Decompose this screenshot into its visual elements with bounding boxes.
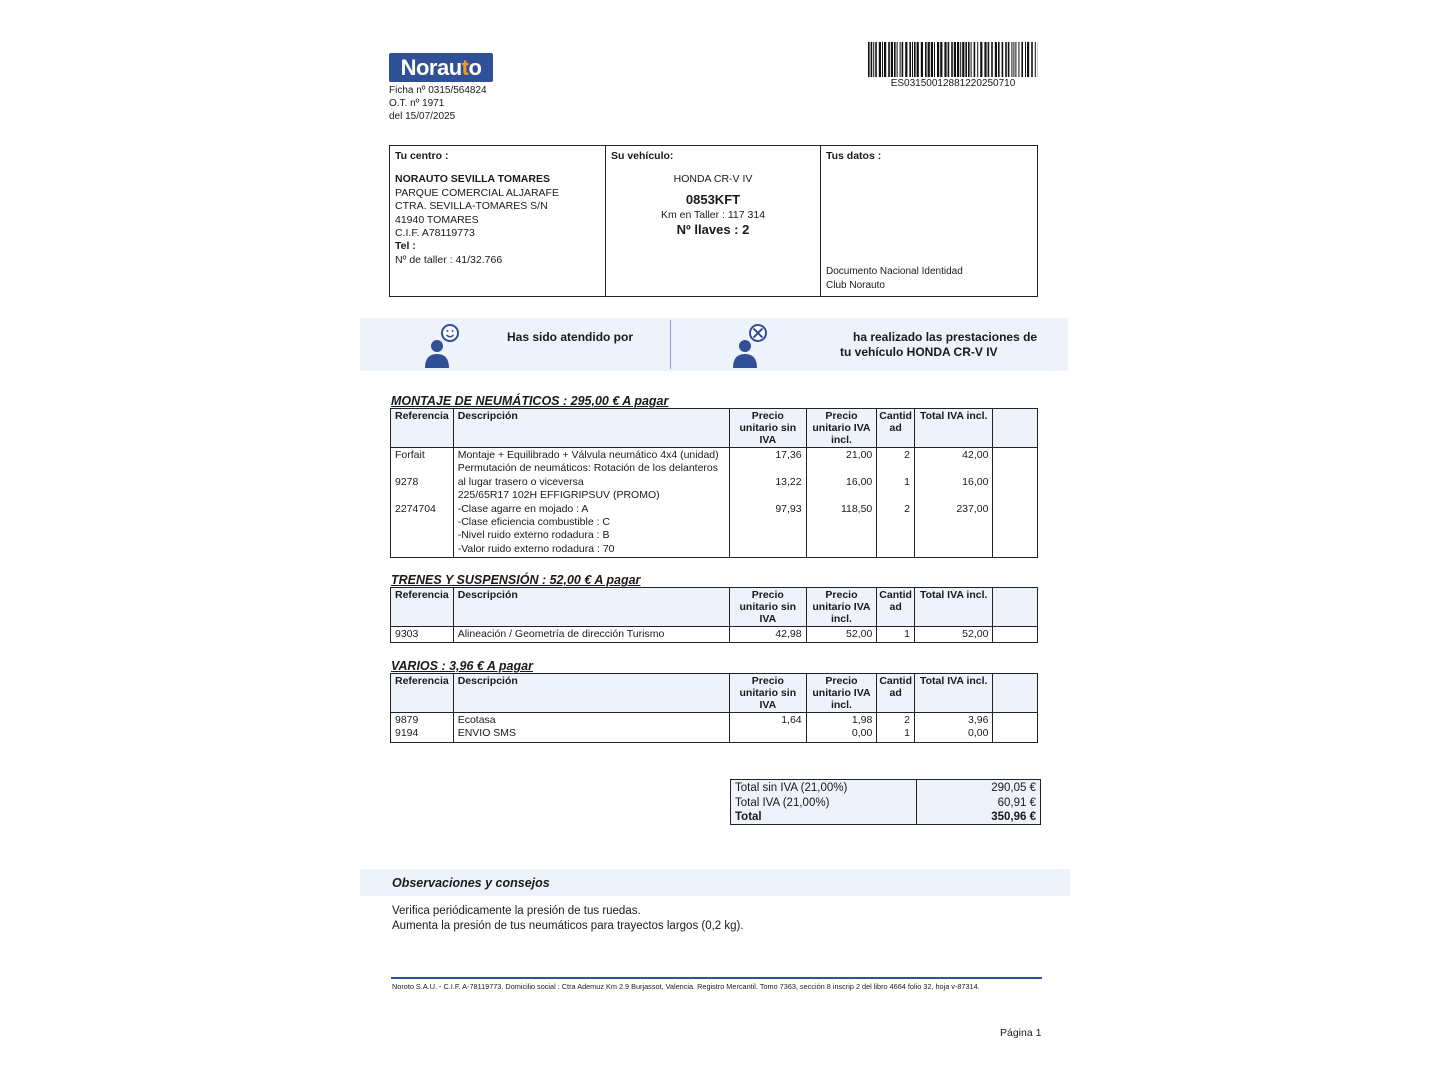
- centro-cif: C.I.F. A78119773: [395, 227, 475, 240]
- totals-box: [730, 779, 1041, 825]
- column-header-total: Total IVA incl.: [914, 409, 992, 448]
- column-header-pu_incl: Precio unitario IVA incl.: [806, 674, 877, 713]
- datos-dni: Documento Nacional Identidad: [826, 266, 963, 277]
- centro-heading: Tu centro :: [395, 150, 449, 162]
- row-cant: 1: [904, 475, 910, 488]
- centro-column: [390, 146, 606, 296]
- row-total: 237,00: [956, 502, 989, 515]
- column-header-total: Total IVA incl.: [914, 588, 992, 627]
- cell-blank: [993, 627, 1038, 643]
- cell-ref: [391, 448, 454, 558]
- row-desc: Ecotasa: [457, 714, 496, 726]
- section-title-varios: VARIOS : 3,96 € A pagar: [391, 659, 533, 673]
- document-date: del 15/07/2025: [389, 111, 456, 122]
- cell-total: [914, 627, 992, 643]
- cell-blank: [993, 713, 1038, 743]
- column-header-blank: [993, 588, 1038, 627]
- row-pu_incl: 16,00: [846, 475, 873, 488]
- items-table-varios: [390, 673, 1038, 743]
- row-pu_sin: 42,98: [775, 628, 802, 640]
- attended-by-text: Has sido atendido por: [507, 330, 634, 344]
- attended-banner: [360, 318, 1068, 371]
- cell-ref: [391, 713, 454, 743]
- cell-blank: [993, 448, 1038, 558]
- table-row: [391, 713, 1038, 743]
- row-desc: Permutación de neumáticos: Rotación de los delanteros al lugar trasero o viceversa: [457, 462, 719, 488]
- cell-desc: [453, 627, 729, 643]
- row-total: 3,96: [967, 714, 989, 726]
- barcode-icon: [868, 42, 1038, 77]
- column-header-total: Total IVA incl.: [915, 674, 993, 713]
- cell-cant: [877, 448, 915, 558]
- row-pu_sin: [734, 727, 802, 740]
- column-header-ref: Referencia: [391, 409, 454, 448]
- row-total: 52,00: [962, 628, 989, 640]
- table-row: [391, 448, 1038, 558]
- row-pu_incl: 21,00: [846, 449, 873, 461]
- column-header-cant: Cantidad: [877, 588, 915, 627]
- cell-cant: [877, 627, 915, 643]
- cell-cant: [877, 713, 915, 743]
- row-cant: 1: [904, 727, 911, 740]
- table-header-row: [391, 674, 1038, 713]
- row-desc: 225/65R17 102H EFFIGRIPSUV (PROMO): [457, 489, 660, 502]
- cell-pu_sin: [730, 448, 807, 558]
- cell-pu_incl: [806, 713, 877, 743]
- cell-desc: [453, 448, 729, 558]
- column-header-desc: Descripción: [453, 409, 729, 448]
- vehiculo-llaves: Nº llaves : 2: [676, 222, 750, 238]
- barcode-number: ES03150012881220250710: [890, 78, 1016, 89]
- section-title-trenes: TRENES Y SUSPENSIÓN : 52,00 € A pagar: [391, 573, 641, 587]
- observations-line1: Verifica periódicamente la presión de tus ruedas.: [392, 905, 641, 917]
- row-ref: 9879: [395, 714, 419, 726]
- total-iva-label: Total IVA (21,00%): [735, 796, 830, 809]
- observations-text: [392, 904, 744, 933]
- row-pu_incl: 0,00: [851, 727, 873, 740]
- column-header-ref: Referencia: [391, 588, 454, 627]
- centro-address1: PARQUE COMERCIAL ALJARAFE: [395, 186, 559, 199]
- row-ref: 2274704: [395, 502, 436, 515]
- row-ref: Forfait: [395, 449, 425, 461]
- row-pu_sin: 17,36: [775, 449, 802, 461]
- datos-heading: Tus datos :: [826, 150, 882, 162]
- row-desc-extra: -Clase agarre en mojado : A: [457, 502, 589, 515]
- column-header-cant: Cantidad: [877, 674, 915, 713]
- info-box: [389, 145, 1038, 297]
- items-table-trenes: [390, 587, 1038, 643]
- row-pu_sin: 97,93: [775, 502, 802, 515]
- total-sin-iva-label: Total sin IVA (21,00%): [735, 782, 848, 794]
- row-cant: 2: [904, 449, 910, 461]
- norauto-logo: Norauto: [389, 53, 493, 82]
- column-header-pu_sin: Precio unitario sin IVA: [730, 409, 807, 448]
- vehiculo-heading: Su vehículo:: [611, 150, 674, 162]
- row-ref: 9278: [395, 475, 419, 488]
- table-row: [391, 627, 1038, 643]
- column-header-ref: Referencia: [391, 674, 454, 713]
- page-number: Página 1: [1000, 1027, 1042, 1039]
- row-total: 42,00: [962, 449, 989, 461]
- row-total: 0,00: [967, 727, 989, 740]
- row-ref: 9303: [395, 628, 419, 640]
- total-value: 350,96 €: [991, 811, 1036, 823]
- row-pu_incl: 1,98: [851, 714, 873, 726]
- vehiculo-plate: 0853KFT: [685, 191, 741, 207]
- cell-total: [915, 713, 993, 743]
- row-pu_incl: 118,50: [840, 502, 873, 515]
- observations-title: Observaciones y consejos: [392, 876, 550, 890]
- person-smile-icon: [422, 323, 460, 368]
- table-header-row: [391, 409, 1038, 448]
- column-header-desc: Descripción: [453, 674, 729, 713]
- total-label: Total: [735, 811, 762, 823]
- table-header-row: [391, 588, 1038, 627]
- row-desc-extra: -Valor ruido externo rodadura : 70: [457, 542, 615, 555]
- row-total: 16,00: [962, 475, 989, 488]
- cell-pu_incl: [806, 448, 877, 558]
- column-header-cant: Cantidad: [877, 409, 915, 448]
- footer-divider: [391, 977, 1042, 979]
- items-table-montaje: [390, 408, 1038, 558]
- section-title-montaje: MONTAJE DE NEUMÁTICOS : 295,00 € A pagar: [391, 394, 669, 408]
- row-pu_sin: 13,22: [775, 475, 802, 488]
- cell-total: [914, 448, 992, 558]
- row-desc-extra: -Clase eficiencia combustible : C: [457, 516, 611, 529]
- total-sin-iva-value: 290,05 €: [991, 782, 1036, 794]
- datos-column: [821, 146, 1037, 296]
- cell-pu_sin: [730, 713, 807, 743]
- vehiculo-column: [606, 146, 821, 296]
- row-desc: Montaje + Equilibrado + Válvula neumático 4x4 (unidad): [457, 449, 719, 461]
- vehiculo-model: HONDA CR-V IV: [673, 173, 753, 186]
- centro-taller: Nº de taller : 41/32.766: [395, 253, 503, 266]
- column-header-desc: Descripción: [453, 588, 729, 627]
- row-cant: 1: [904, 628, 910, 640]
- observations-line2: Aumenta la presión de tus neumáticos para trayectos largos (0,2 kg).: [392, 919, 744, 932]
- services-text-line2: tu vehículo HONDA CR-V IV: [840, 344, 998, 359]
- row-pu_incl: 52,00: [846, 628, 873, 640]
- total-iva-value: 60,91 €: [997, 796, 1036, 809]
- column-header-pu_incl: Precio unitario IVA incl.: [806, 588, 877, 627]
- centro-city: 41940 TOMARES: [395, 213, 479, 226]
- row-ref: 9194: [395, 727, 419, 740]
- column-header-pu_sin: Precio unitario sin IVA: [730, 674, 807, 713]
- column-header-pu_incl: Precio unitario IVA incl.: [806, 409, 877, 448]
- row-desc-extra: -Nivel ruido externo rodadura : B: [457, 529, 610, 542]
- row-cant: 2: [904, 502, 910, 515]
- centro-name: NORAUTO SEVILLA TOMARES: [395, 173, 550, 186]
- cell-desc: [453, 713, 729, 743]
- row-pu_sin: 1,64: [781, 714, 802, 726]
- column-header-blank: [993, 674, 1038, 713]
- datos-club: Club Norauto: [826, 280, 885, 291]
- cell-ref: [391, 627, 454, 643]
- document-meta: [389, 84, 487, 123]
- vehiculo-km: Km en Taller : 117 314: [660, 208, 766, 221]
- row-desc: ENVIO SMS: [457, 727, 517, 740]
- ficha-number: Ficha nº 0315/564824: [389, 85, 487, 96]
- ot-number: O.T. nº 1971: [389, 98, 445, 109]
- footer-legal: Noroto S.A.U. - C.I.F. A-78119773. Domicilio social : Ctra Ademuz Km 2.9 Burjassot, Valencia. Registro Mercantil. Tomo 7363, sección 8 inscrip 2 del libro 4664 folio 32, hoja v-87314.: [392, 982, 980, 991]
- services-text-line1: ha realizado las prestaciones de: [853, 330, 1038, 344]
- row-cant: 2: [904, 714, 911, 726]
- column-header-pu_sin: Precio unitario sin IVA: [730, 588, 807, 627]
- column-header-blank: [993, 409, 1038, 448]
- person-tools-icon: [730, 323, 768, 368]
- cell-pu_incl: [806, 627, 877, 643]
- centro-tel: Tel :: [395, 240, 416, 253]
- banner-divider: [670, 320, 671, 369]
- centro-address2: CTRA. SEVILLA-TOMARES S/N: [395, 200, 548, 213]
- services-text: [840, 330, 1038, 359]
- cell-pu_sin: [730, 627, 807, 643]
- row-desc: Alineación / Geometría de dirección Turismo: [457, 628, 665, 640]
